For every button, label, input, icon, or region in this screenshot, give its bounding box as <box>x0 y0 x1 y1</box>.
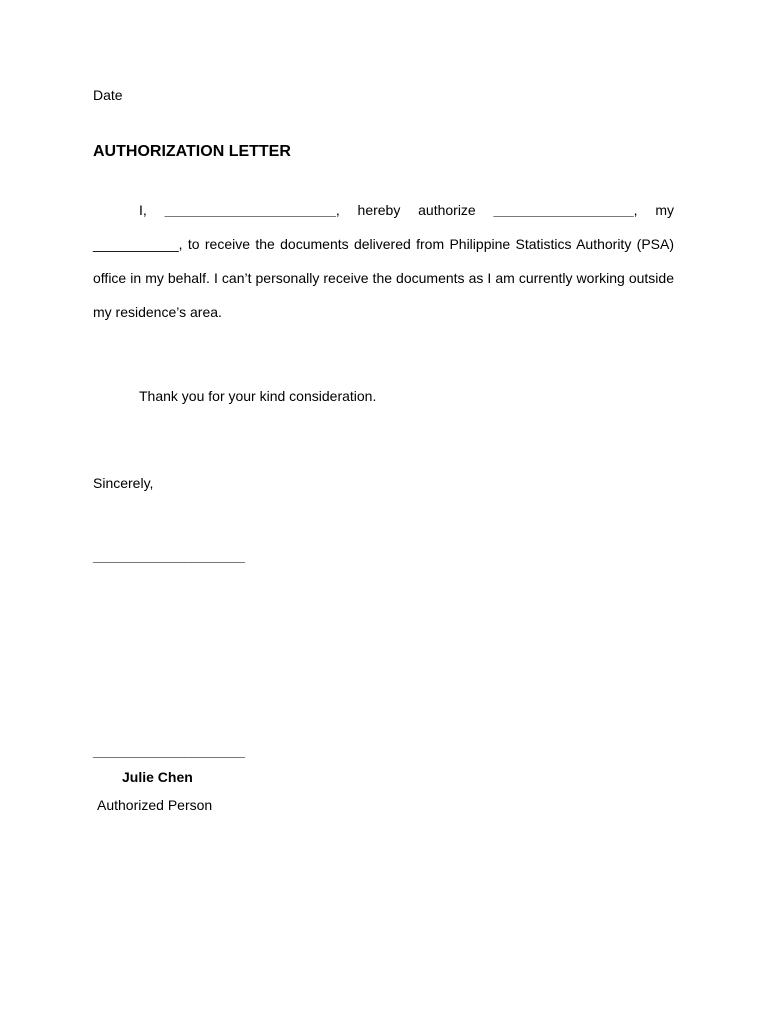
authorized-person-blank: __________________ <box>493 202 634 218</box>
pronoun-i: I, <box>139 202 147 218</box>
paragraph-rest: ___________, to receive the documents delivered from Philippine Statistics Authority (PSA) office in my behalf. I can’t personally receive the documents as I am currently working outside my residence’s area. <box>93 236 674 320</box>
signature-line-1: ____________________ <box>93 548 245 564</box>
comma: , <box>335 202 340 218</box>
closing-salutation: Sincerely, <box>93 475 154 491</box>
person-blank-group <box>494 193 638 227</box>
thanks-line: Thank you for your kind consideration. <box>139 388 377 404</box>
word-my: my <box>655 202 674 218</box>
name-blank: ______________________ <box>164 202 336 218</box>
comma: , <box>633 202 638 218</box>
signer-name: Julie Chen <box>122 769 193 785</box>
signature-line-2: ____________________ <box>93 743 245 759</box>
first-line-lead <box>93 193 147 227</box>
signer-role: Authorized Person <box>97 797 213 813</box>
date-label: Date <box>93 87 123 103</box>
letter-title: AUTHORIZATION LETTER <box>93 143 291 160</box>
name-blank-group <box>165 193 340 227</box>
paragraph-first-line <box>93 193 674 227</box>
authorization-paragraph <box>93 193 674 329</box>
word-authorize: authorize <box>418 202 476 218</box>
word-hereby: hereby <box>357 202 401 218</box>
